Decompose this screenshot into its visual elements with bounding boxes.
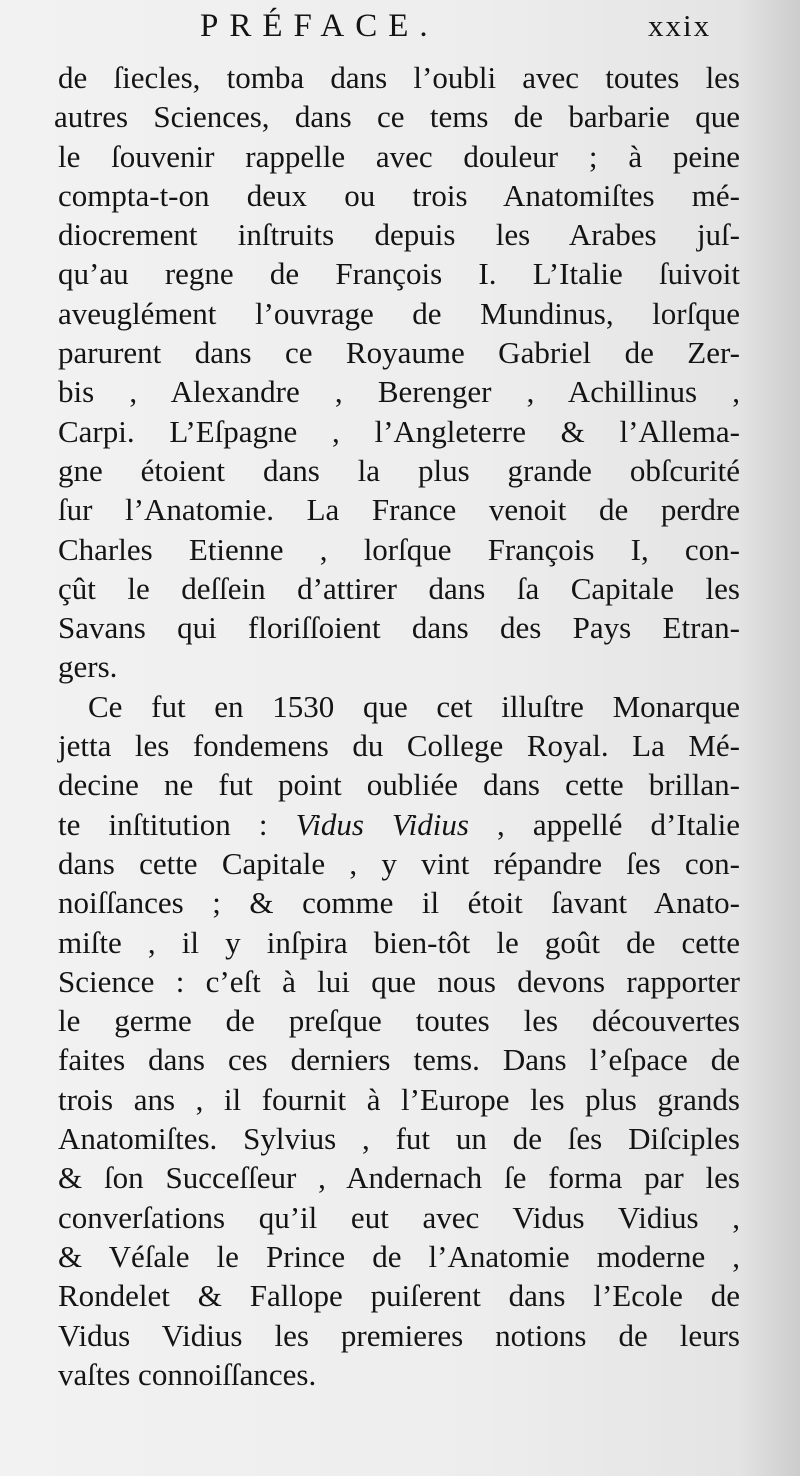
page-header [0, 6, 800, 46]
text-line: compta-t-on deux ou trois Anatomiſtes mé- [58, 177, 740, 213]
text-line: gers. [58, 649, 118, 685]
text-line: autres Sciences, dans ce tems de barbarie que [54, 99, 740, 135]
text-line: trois ans , il fournit à l’Europe les plus grands [58, 1081, 740, 1117]
text-line: bis , Alexandre , Berenger , Achillinus , [58, 374, 740, 410]
text-line: & ſon Succeſſeur , Andernach ſe forma par les [58, 1160, 740, 1196]
text-line: çût le deſſein d’attirer dans ſa Capitale les [58, 570, 740, 606]
text-line: Savans qui floriſſoient dans des Pays Etran- [58, 610, 740, 646]
text-line: le ſouvenir rappelle avec douleur ; à peine [58, 138, 740, 174]
paragraph-2 [42, 687, 740, 1394]
text-line: Science : c’eſt à lui que nous devons rapporter [58, 963, 740, 999]
text-line: ſur l’Anatomie. La France venoit de perdre [58, 492, 740, 528]
text-line: converſations qu’il eut avec Vidus Vidius , [58, 1199, 740, 1235]
text-line: jetta les fondemens du College Royal. La Mé- [58, 728, 740, 764]
italic-name: Vidus Vidius [295, 806, 469, 842]
page-body [42, 58, 740, 1394]
text-line: diocrement inſtruits depuis les Arabes juſ- [58, 217, 740, 253]
text-line: decine ne fut point oubliée dans cette brillan- [58, 767, 740, 803]
text-fragment: te inſtitution : [58, 806, 268, 842]
text-line: gne étoient dans la plus grande obſcurité [58, 452, 740, 488]
text-line: & Véſale le Prince de l’Anatomie moderne , [58, 1238, 740, 1274]
paragraph-1 [42, 58, 740, 687]
page-number: xxix [648, 8, 712, 43]
text-line: qu’au regne de François I. L’Italie ſuivoit [58, 256, 740, 292]
text-line: Charles Etienne , lorſque François I, con- [58, 531, 740, 567]
text-fragment: , appellé d’Italie [497, 806, 741, 842]
text-line: vaſtes connoiſſances. [58, 1356, 317, 1392]
text-line: Carpi. L’Eſpagne , l’Angleterre & l’Allema- [58, 413, 740, 449]
text-line: Vidus Vidius les premieres notions de leurs [58, 1317, 740, 1353]
text-line: parurent dans ce Royaume Gabriel de Zer- [58, 335, 740, 371]
text-line: Anatomiſtes. Sylvius , fut un de ſes Diſciples [58, 1121, 740, 1157]
text-line-with-italic [42, 805, 740, 844]
text-line: Ce fut en 1530 que cet illuſtre Monarque [88, 688, 740, 724]
page-edge-shadow [740, 0, 800, 1476]
text-line: miſte , il y inſpira bien-tôt le goût de cette [58, 924, 740, 960]
text-line: de ſiecles, tomba dans l’oubli avec toutes les [58, 60, 740, 95]
text-line: le germe de preſque toutes les découvertes [58, 1003, 740, 1039]
running-head: PRÉFACE. [200, 8, 439, 44]
text-line: aveuglément l’ouvrage de Mundinus, lorſque [58, 295, 740, 331]
text-line: faites dans ces derniers tems. Dans l’eſpace de [58, 1042, 740, 1078]
text-line: dans cette Capitale , y vint répandre ſes con- [58, 845, 740, 881]
text-line: Rondelet & Fallope puiſerent dans l’Ecole de [58, 1278, 740, 1314]
text-line: noiſſances ; & comme il étoit ſavant Anato- [58, 885, 740, 921]
